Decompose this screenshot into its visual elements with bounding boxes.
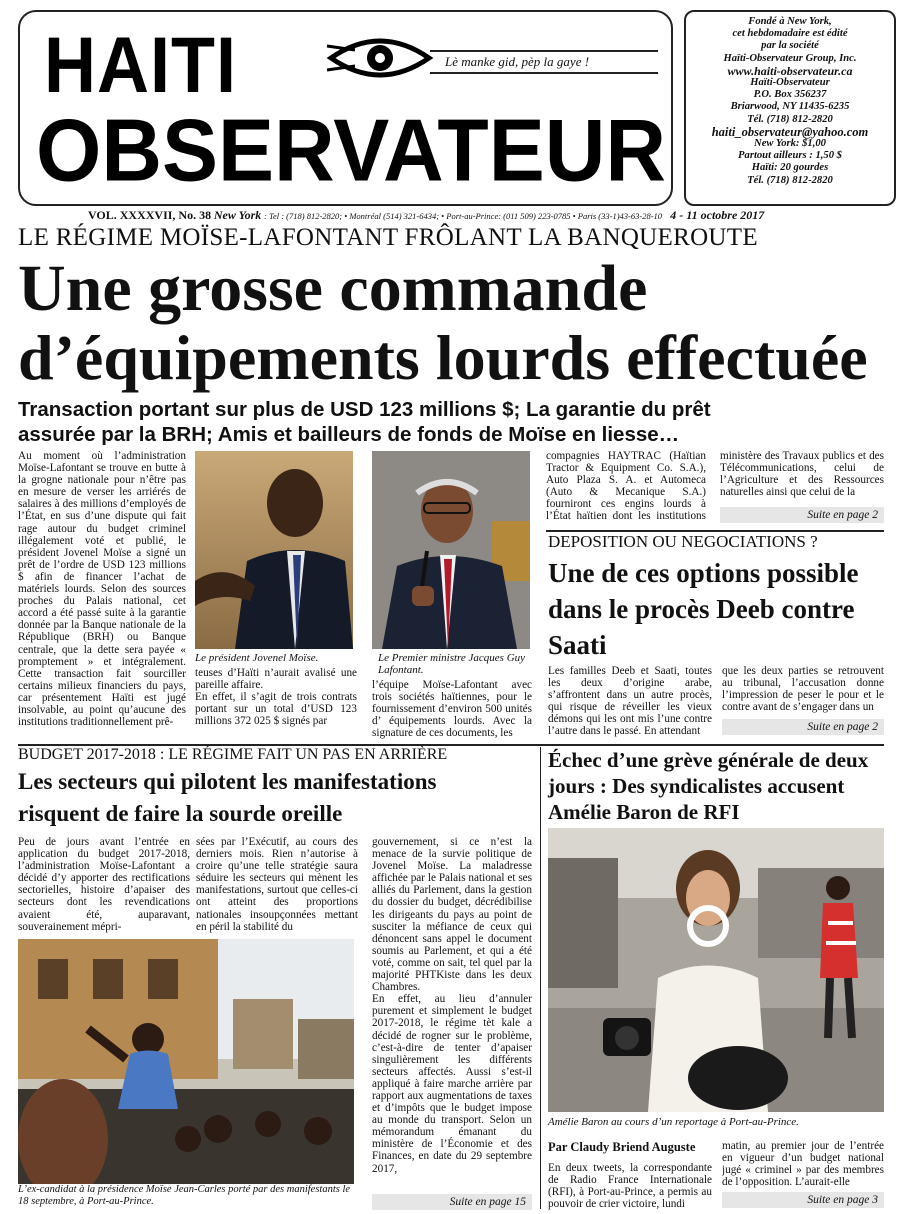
- greve-byline: Par Claudy Briend Auguste: [548, 1140, 696, 1154]
- info-line: Briarwood, NY 11435-6235: [730, 101, 850, 113]
- lead-column-5: ministère des Travaux publics et des Télécommunications, celui de l’Agriculture et des Ressources naturelles ainsi que celui de la: [720, 450, 884, 499]
- budget-kicker: BUDGET 2017-2018 : LE RÉGIME FAIT UN PAS EN ARRIÈRE: [18, 746, 448, 763]
- masthead-title-line2: OBSERVATEUR: [36, 100, 667, 200]
- info-line: par la société: [761, 40, 819, 52]
- phone-numbers: : Tel : (718) 812-2820; • Montréal (514) 321-6434; • Port-au-Prince: (011 509) 223-0785 • Paris (33-1)43-63-28-10: [264, 211, 663, 221]
- info-line: Fondé à New York,: [748, 16, 832, 27]
- info-line: Tél. (718) 812-2820: [747, 113, 833, 125]
- lead-headline-line2: d’équipements lourds effectuée: [18, 322, 868, 393]
- lead-column-2: teuses d’Haïti n’aurait avalisé une pareille affaire. En effet, il s’agit de trois contrats portant sur un total d’USD 123 millions 372 025 $ signés par: [195, 667, 357, 728]
- demonstration-caption: L’ex-candidat à la présidence Moïse Jean-Carles porté par des manifestants le 18 septembre, à Port-au-Prince.: [18, 1184, 351, 1207]
- lead-continued-link[interactable]: Suite en page 2: [720, 507, 884, 523]
- volume-number: VOL. XXXXVII, No. 38: [88, 208, 212, 222]
- masthead-rule-top: [430, 50, 658, 52]
- president-caption: Le président Jovenel Moïse.: [195, 652, 319, 664]
- budget-headline-line1: Les secteurs qui pilotent les manifestations: [18, 769, 437, 794]
- president-photo: [195, 451, 353, 649]
- lead-subhead-line2: assurée par la BRH; Amis et bailleurs de fonds de Moïse en liesse…: [18, 423, 680, 446]
- reporter-photo: [548, 828, 884, 1112]
- greve-continued-link[interactable]: Suite en page 3: [722, 1192, 884, 1208]
- budget-headline-line2: risquent de faire la sourde oreille: [18, 801, 343, 826]
- email-link[interactable]: haiti_observateur@yahoo.com: [711, 124, 869, 139]
- deeb-column-1: Les familles Deeb et Saati, toutes les deux d’origine arabe, s’affrontent dans un autre procès, qui risque de réveiller les vieux démons qui les ont mis l’une contre l’autre dans le passé. En attendant: [548, 665, 712, 738]
- lead-column-1: Au moment où l’administration Moïse-Lafontant se trouve en butte à la grogne nationale pour n’être pas en mesure de verser les arriérés de salaires à des millions d’employés de l’État, en sus d’une dispute qui fait rage autour du budget criminel illégalement voté et publié, le président Jovenel Moïse a signé un prêt de l’ordre de USD 123 millions $ afin de financer l’achat de matériels lourds. Selon des sources proches du Palais national, cet accord a été passé suite à la garantie donnée par la Banque nationale de la République (BRH) ou Banque centrale, que la dette sera payée « promptement » et intégralement. Cette transaction fait sourciller certains milieux financiers du pays, car présentement Haïti est jugé insolvable, au point qu’aucune des institutions traditionnellement prê-: [18, 450, 186, 729]
- budget-column-2: sées par l’Exécutif, au cours des derniers mois. Rien n’autorise à croire qu’une telle stratégie saura séduire les secteurs qui mènent les manifestations, surtout que celles-ci ont atteint des proportions nationales insoupçonnées mettant en péril la stabilité du: [196, 836, 358, 933]
- greve-column-1: En deux tweets, la correspondante de Radio France Internationale (RFI), à Port-au-Prince, a permis au pouvoir de crier victoire, lundi: [548, 1162, 712, 1211]
- masthead-title-line1: HAITI: [44, 21, 237, 110]
- info-line: New York: $1,00: [754, 138, 826, 150]
- info-line: Haïti-Observateur: [750, 77, 830, 89]
- prime-minister-photo: [372, 451, 530, 649]
- info-line: Haïti: 20 gourdes: [751, 162, 829, 174]
- column-divider: [540, 747, 541, 1209]
- lead-subhead-line1: Transaction portant sur plus de USD 123 millions $; La garantie du prêt: [18, 398, 711, 421]
- greve-column-2: matin, au premier jour de l’entrée en vigueur d’un budget national jugé « criminel » par des membres de l’opposition. L’aurait-elle: [722, 1140, 884, 1189]
- lead-column-4: compagnies HAYTRAC (Haïtian Tractor & Equipment Co. S.A.), Auto Plaza S. A. et Automeca (Auto & Mecanique S.A.) fourniront ces engins lourds à l’État haïtien dont les institutions: [546, 450, 706, 522]
- info-line: Tél. (718) 812-2820: [747, 174, 833, 186]
- deeb-kicker: DEPOSITION OU NEGOCIATIONS ?: [548, 532, 818, 551]
- info-line: Partout ailleurs : 1,50 $: [738, 150, 842, 162]
- prime-minister-caption: Le Premier ministre Jacques Guy Lafontant.: [378, 652, 526, 676]
- masthead-rule-bottom: [430, 72, 658, 74]
- budget-column-1: Peu de jours avant l’entrée en application du budget 2017-2018, l’administration Moïse-Lafontant a décidé d’y apporter des rectifications sectorielles, histoire d’apaiser des secteurs dont les revendications avaient été, auparavant, souverainement mépri-: [18, 836, 190, 933]
- demonstration-photo: [18, 939, 354, 1184]
- info-line: P.O. Box 356237: [753, 89, 827, 101]
- info-line: cet hebdomadaire est édité: [732, 28, 848, 40]
- eye-logo-icon: [325, 32, 435, 84]
- masthead-motto: Lè manke gid, pèp la gaye !: [445, 54, 590, 69]
- budget-column-3: gouvernement, si ce n’est la menace de la survie politique de Jovenel Moïse. La maladresse affichée par le Palais national et ses alliés du Parlement, dans la gestion du dossier du budget, décrédibilise les dirigeants du pays au point de susciter la méfiance de ceux qui dénoncent sans appel le document soumis au Parlement, et qui a été voté, comme on sait, tel quel par la majorité PHTKiste dans les deux Chambres. En effet, au lieu d’annuler purement et simplement le budget 2017-2018, le régime tèt kale a décidé de rogner sur le problème, c’est-à-dire de tenter d’apaiser singulièrement les différents secteurs affectés. Aussi s’est-il appliqué à faire marche arrière par rapport aux augmentations de taxes et d’impôts que le budget impose au monde du transport. Selon un mémorandum émanant du ministère de l’Économie et des Finances, en date du 29 septembre 2017,: [372, 836, 532, 1175]
- lead-column-3: l’équipe Moïse-Lafontant avec trois sociétés haïtiennes, pour le fournissement d’environ 500 unités d’ équipements lourds. Avec la signature de ces documents, les: [372, 679, 532, 739]
- deeb-headline: Une de ces options possible dans le procès Deeb contre Saati: [548, 558, 859, 660]
- lead-headline-line1: Une grosse commande: [18, 252, 648, 325]
- city: New York: [213, 208, 262, 222]
- deeb-continued-link[interactable]: Suite en page 2: [722, 719, 884, 735]
- lead-kicker: LE RÉGIME MOÏSE-LAFONTANT FRÔLANT LA BANQUEROUTE: [18, 224, 758, 251]
- issue-date: 4 - 11 octobre 2017: [670, 208, 765, 222]
- budget-continued-link[interactable]: Suite en page 15: [372, 1194, 532, 1210]
- info-line: Haïti-Observateur Group, Inc.: [723, 52, 857, 64]
- publisher-info: [688, 16, 892, 187]
- website-link[interactable]: www.haiti-observateur.ca: [727, 63, 853, 78]
- deeb-column-2: que les deux parties se retrouvent au tribunal, l’accusation donne l’impression de peser le pour et le contre avant de s’engager dans un: [722, 665, 884, 714]
- reporter-caption: Amélie Baron au cours d’un reportage à Port-au-Prince.: [548, 1116, 799, 1128]
- greve-headline: Échec d’une grève générale de deux jours : Des syndicalistes accusent Amélie Baron de RFI: [548, 748, 869, 824]
- dateline: [88, 208, 764, 223]
